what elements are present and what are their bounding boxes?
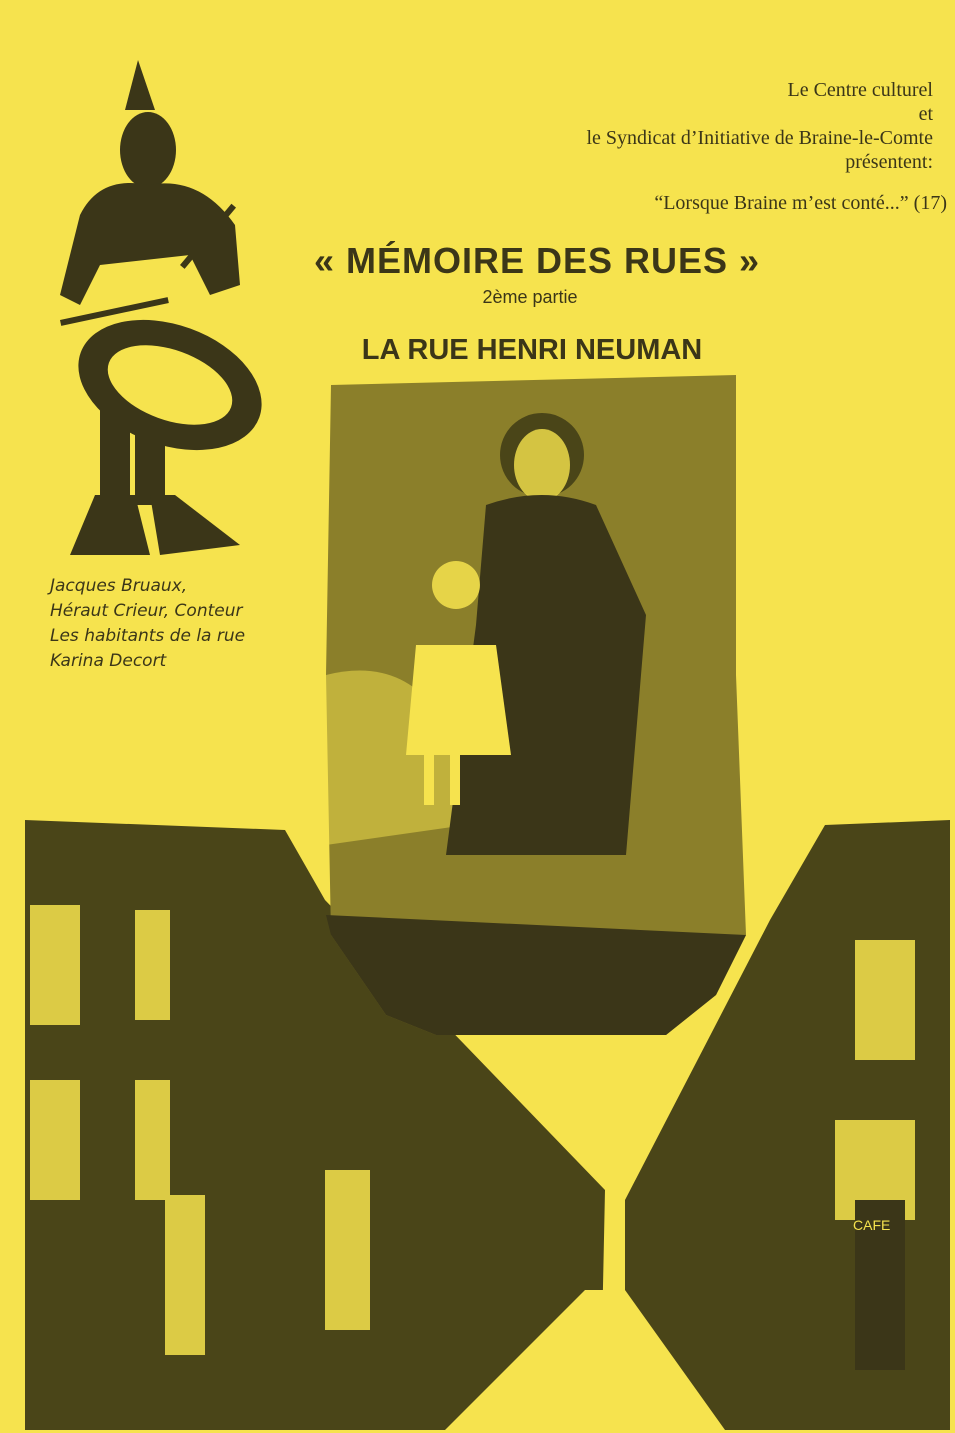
- credits: [50, 574, 290, 674]
- portrait-photo: [326, 375, 746, 1035]
- header-block: [413, 78, 933, 174]
- cafe-sign: CAFE: [853, 1217, 891, 1233]
- credit-line-3: Les habitants de la rue: [50, 626, 246, 646]
- credit-line-1: Jacques Bruaux,: [50, 576, 188, 596]
- header-line-2: et: [918, 103, 933, 125]
- header-line-1: Le Centre culturel: [787, 79, 933, 101]
- main-title: « MÉMOIRE DES RUES »: [313, 240, 761, 281]
- subtitle: 2ème partie: [482, 287, 578, 307]
- credit-line-2: Héraut Crieur, Conteur: [50, 601, 243, 621]
- series-title: “Lorsque Braine m’est conté...” (17): [654, 192, 947, 214]
- header-line-4: présentent:: [845, 151, 933, 173]
- street-name: LA RUE HENRI NEUMAN: [361, 334, 703, 366]
- header-line-3: le Syndicat d’Initiative de Braine-le-Comte: [586, 127, 933, 149]
- drummer-illustration: [40, 55, 280, 565]
- credit-line-4: Karina Decort: [50, 651, 167, 671]
